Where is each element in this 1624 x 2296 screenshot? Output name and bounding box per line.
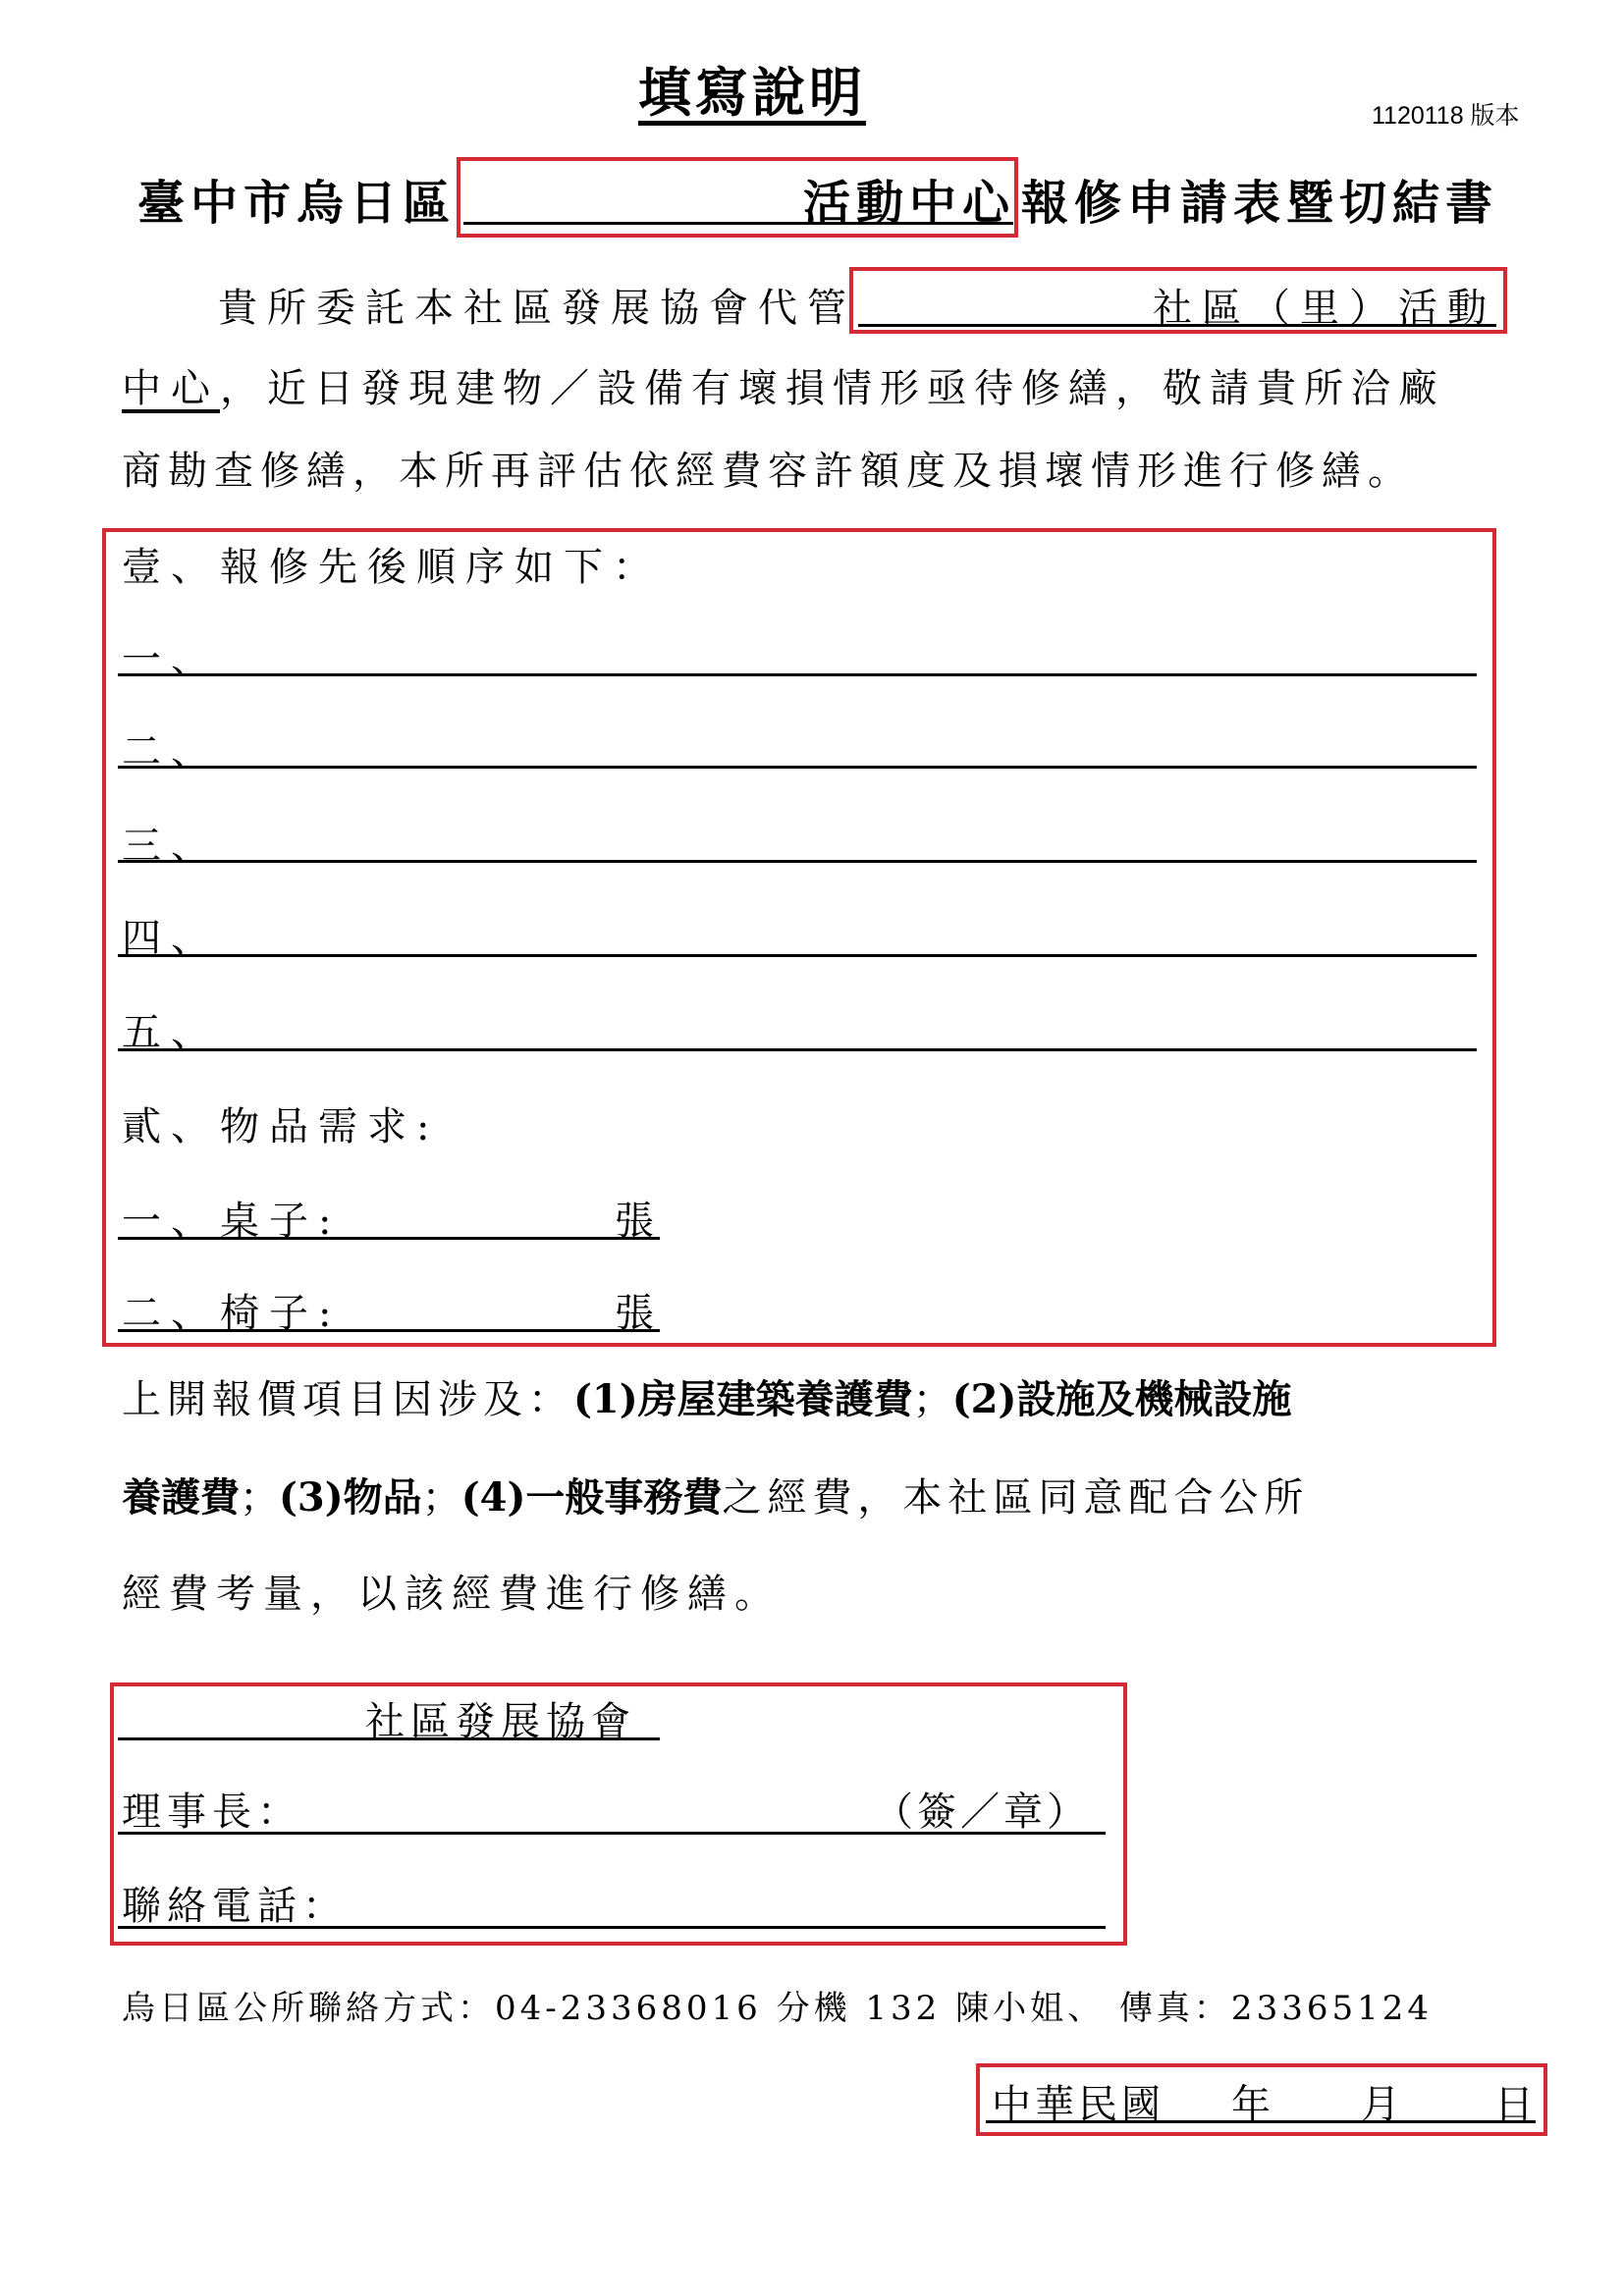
phone-label: 聯絡電話：	[122, 1884, 348, 1929]
expense-category: (4)一般事務費	[460, 1474, 723, 1521]
priority-item-label: 三、	[122, 824, 220, 869]
expense-category: (3)物品	[279, 1474, 422, 1521]
priority-item-line[interactable]	[118, 860, 1477, 863]
priority-item-label: 一、	[122, 637, 220, 682]
priority-item-line[interactable]	[118, 954, 1477, 957]
intro-line2-rest: ，近日發現建物／設備有壞損情形亟待修繕，敬請貴所洽廠	[220, 366, 1445, 411]
date-era: 中華民國	[992, 2082, 1164, 2127]
intro-line1-prefix: 貴所委託本社區發展協會代管	[218, 286, 856, 331]
expense-category: (2)設施及機械設施	[951, 1376, 1292, 1422]
expense-category: 養護費	[122, 1474, 240, 1521]
date-month: 月	[1361, 2082, 1410, 2127]
intro-line1-blank-suffix: 社區（里）活動	[1153, 286, 1496, 331]
title-prefix: 臺中市烏日區	[137, 176, 457, 231]
item-need-label: 一、桌子:	[122, 1199, 342, 1244]
date-year: 年	[1231, 2082, 1280, 2127]
community-name-field[interactable]	[849, 267, 1507, 334]
phone-line[interactable]	[118, 1926, 1106, 1929]
seal-note: （簽／章）	[874, 1789, 1090, 1835]
item-need-line[interactable]	[118, 1329, 660, 1332]
expense-line1	[122, 1368, 1291, 1424]
priority-item-label: 五、	[122, 1010, 220, 1055]
chair-signature-line[interactable]	[118, 1832, 1106, 1835]
intro-line3: 商勘查修繕，本所再評估依經費容許額度及損壞情形進行修繕。	[122, 449, 1414, 494]
priority-item-label: 四、	[122, 916, 220, 961]
expense-text: ；	[421, 1475, 461, 1521]
title-suffix: 報修申請表暨切結書	[1021, 176, 1499, 231]
document-heading: 填寫說明	[638, 61, 866, 124]
chair-label: 理事長：	[122, 1789, 302, 1835]
item-need-unit: 張	[615, 1199, 664, 1244]
expense-text: ；	[240, 1475, 279, 1521]
section2-heading: 貳、物品需求:	[122, 1104, 440, 1149]
expense-line3: 經費考量，以該經費進行修繕。	[122, 1572, 782, 1617]
priority-item-label: 二、	[122, 729, 220, 774]
expense-text: ；	[912, 1377, 952, 1422]
priority-item-line[interactable]	[118, 766, 1477, 769]
expense-text: 上開報價項目因涉及：	[122, 1377, 573, 1422]
expense-line2	[122, 1467, 1309, 1522]
title-blank-field[interactable]	[457, 157, 1018, 238]
section1-heading: 壹、報修先後順序如下：	[122, 545, 662, 590]
version-label: 1120118 版本	[1372, 102, 1520, 130]
item-need-line[interactable]	[118, 1237, 660, 1240]
title-blank-suffix: 活動中心	[803, 176, 1016, 231]
item-need-label: 二、椅子:	[122, 1291, 342, 1336]
expense-category: (1)房屋建築養護費	[573, 1376, 913, 1422]
item-need-unit: 張	[615, 1291, 664, 1336]
office-contact-line: 烏日區公所聯絡方式：04-23368016 分機 132 陳小姐、 傳真：23365124	[122, 1989, 1433, 2028]
date-day: 日	[1494, 2082, 1543, 2127]
intro-line2-underlined: 中心	[122, 366, 220, 411]
association-label: 社區發展協會	[365, 1699, 636, 1744]
priority-item-line[interactable]	[118, 1048, 1477, 1051]
date-underline	[986, 2120, 1536, 2123]
priority-item-line[interactable]	[118, 673, 1477, 676]
expense-text: 之經費，本社區同意配合公所	[722, 1475, 1310, 1521]
